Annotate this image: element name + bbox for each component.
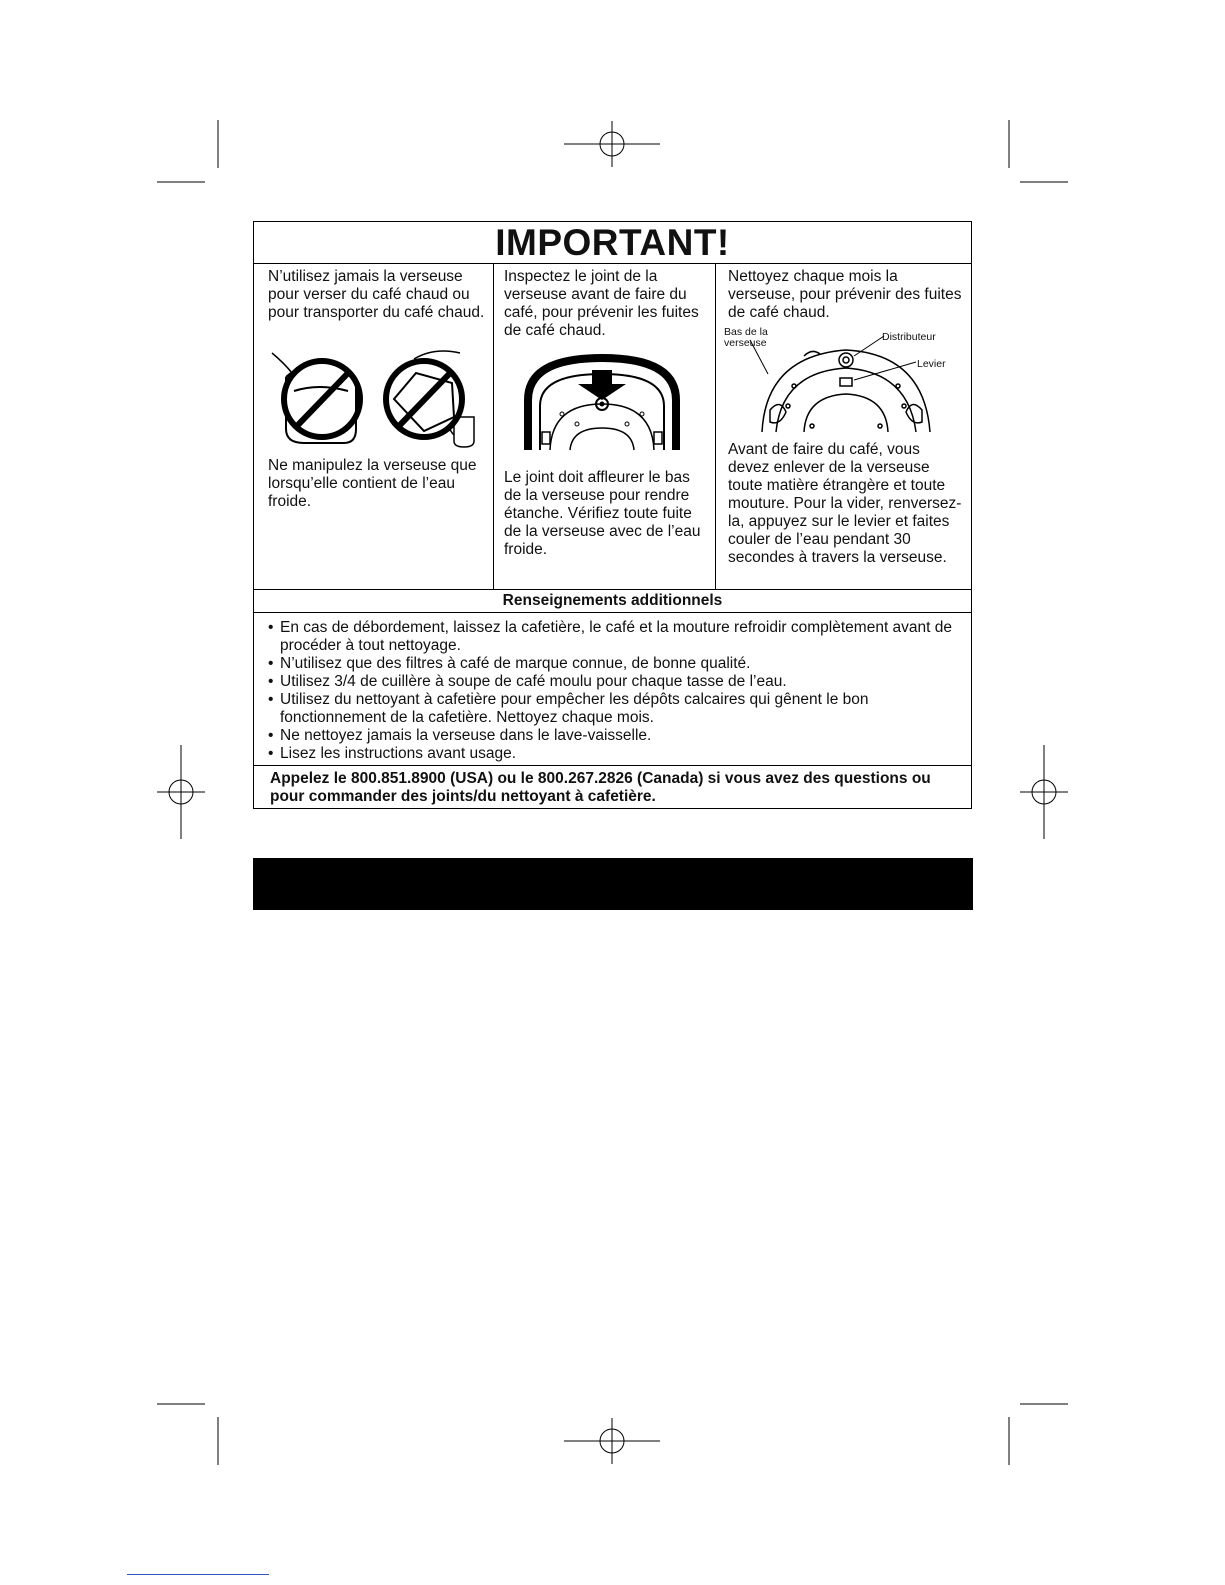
carafe-base-illustration xyxy=(746,326,946,434)
label-lever: Levier xyxy=(917,358,946,370)
additional-info-heading: Renseignements additionnels xyxy=(254,590,971,613)
column-1-bottom-text: Ne manipulez la verseuse que lorsqu’elle contient de l’eau froide. xyxy=(268,457,477,510)
label-distributor: Distributeur xyxy=(882,331,936,343)
column-2-top-text: Inspectez le joint de la verseuse avant de faire du café, pour prévenir les fuites de café chaud. xyxy=(504,268,699,339)
black-banner xyxy=(253,858,973,910)
column-inspect-seal xyxy=(494,264,716,589)
column-2-bottom-text: Le joint doit affleurer le bas de la verseuse pour rendre étanche. Vérifiez toute fuite de la verseuse avec de l’eau froide. xyxy=(504,469,701,558)
list-item: • Utilisez 3/4 de cuillère à soupe de café moulu pour chaque tasse de l’eau. xyxy=(268,673,971,691)
prohibited-carafe-illustration xyxy=(264,339,482,451)
instruction-columns xyxy=(254,264,971,590)
list-item: • En cas de débordement, laissez la cafetière, le café et la mouture refroidir complètement avant de procéder à tout nettoyage. xyxy=(268,619,971,655)
registration-target-left xyxy=(157,745,205,839)
contact-info: Appelez le 800.851.8900 (USA) ou le 800.267.2826 (Canada) si vous avez des questions ou pour commander des joints/du nettoyant à cafetière. xyxy=(270,770,931,805)
important-title: IMPORTANT! xyxy=(254,222,971,264)
carafe-seal-illustration xyxy=(522,352,682,452)
label-base: Bas de la verseuse xyxy=(724,326,768,349)
registration-target-right xyxy=(1020,745,1068,839)
column-no-hot-coffee xyxy=(254,264,494,589)
column-3-top-text: Nettoyez chaque mois la verseuse, pour prévenir des fuites de café chaud. xyxy=(728,268,962,321)
column-monthly-clean xyxy=(716,264,971,589)
important-box xyxy=(253,221,972,809)
list-item: • Ne nettoyez jamais la verseuse dans le lave-vaisselle. xyxy=(268,727,971,745)
column-1-top-text: N’utilisez jamais la verseuse pour verser du café chaud ou pour transporter du café chaud. xyxy=(268,268,485,321)
additional-info-list xyxy=(254,613,971,766)
registration-target-bottom xyxy=(564,1418,660,1464)
registration-target-top xyxy=(564,121,660,167)
column-3-bottom-text: Avant de faire du café, vous devez enlever de la verseuse toute matière étrangère et toute mouture. Pour la vider, renversez-la, appuyez sur le levier et faites couler de l’eau pendant 30 secondes à travers la verseuse. xyxy=(728,441,962,566)
footer-underline xyxy=(127,1574,269,1575)
list-item: • Lisez les instructions avant usage. xyxy=(268,745,971,763)
list-item: • N’utilisez que des filtres à café de marque connue, de bonne qualité. xyxy=(268,655,971,673)
list-item: • Utilisez du nettoyant à cafetière pour empêcher les dépôts calcaires qui gênent le bon fonctionnement de la cafetière. Nettoyez chaque mois. xyxy=(268,691,971,727)
